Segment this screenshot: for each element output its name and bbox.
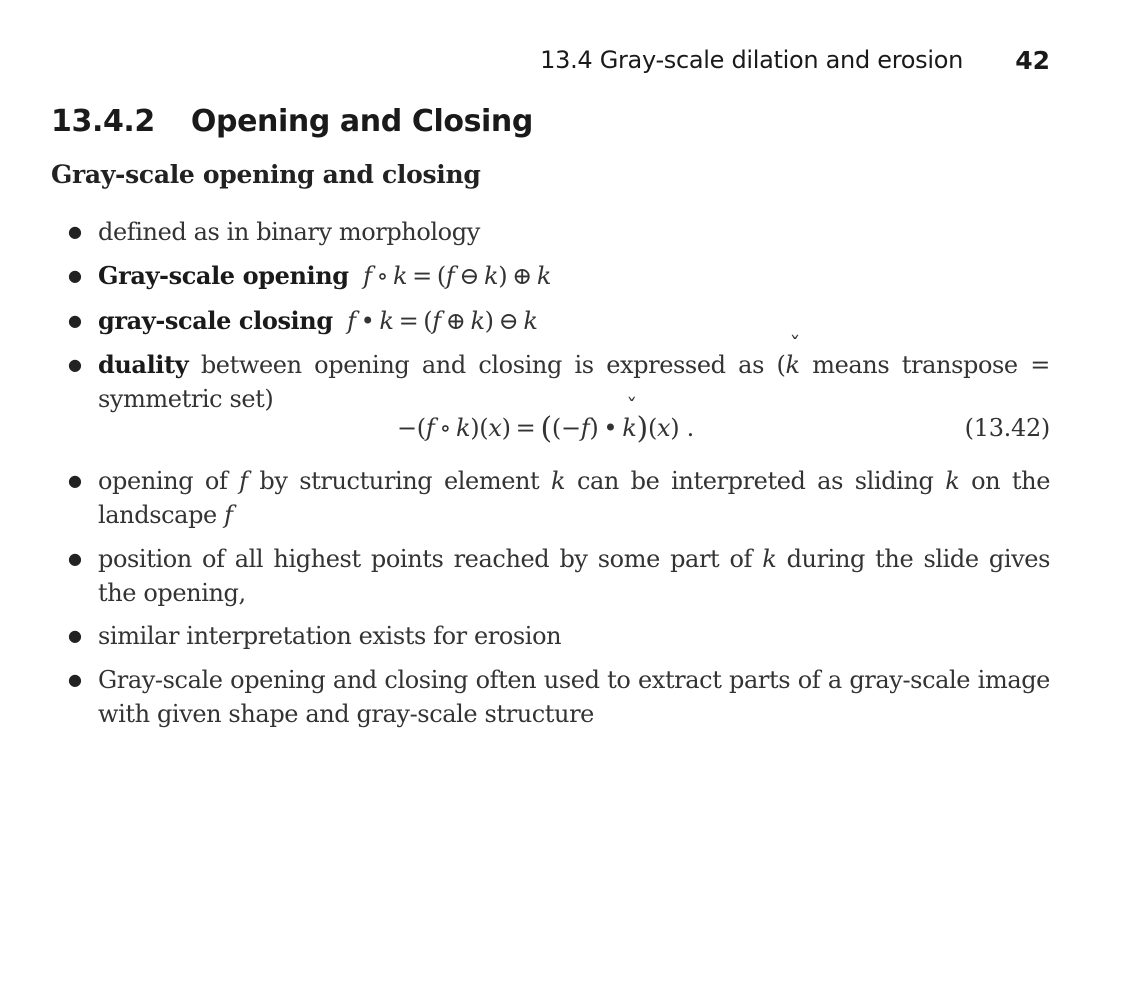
item-text: position of all highest points reached by some part of xyxy=(98,545,753,573)
item-text: landscape xyxy=(98,501,217,529)
bullet-icon: ● xyxy=(68,355,82,374)
item-text: by structuring element xyxy=(259,467,540,495)
term-closing: gray-scale closing xyxy=(98,306,333,335)
item-text: on the xyxy=(971,467,1051,495)
section-heading xyxy=(51,104,533,139)
math-f: f xyxy=(239,467,248,495)
running-header-section-title: 13.4 Gray-scale dilation and erosion xyxy=(540,46,963,74)
bullet-icon: ● xyxy=(68,266,82,285)
math-k: k xyxy=(762,545,777,573)
k-transpose-symbol: ˇ k xyxy=(786,348,800,382)
math-f: f xyxy=(224,501,233,529)
list-item-duality xyxy=(68,348,1050,416)
list-item-defined xyxy=(68,215,1050,249)
list-item-extract-parts xyxy=(68,663,1050,731)
duality-text-2: means transpose = xyxy=(812,351,1050,379)
term-duality: duality xyxy=(98,350,189,379)
running-header xyxy=(0,46,1125,82)
subheading: Gray-scale opening and closing xyxy=(51,160,481,189)
item-text: similar interpretation exists for erosion xyxy=(98,622,562,650)
list-item-closing-definition xyxy=(68,304,1050,338)
list-item-erosion-interpretation xyxy=(68,619,1050,653)
list-item-opening-definition xyxy=(68,259,1050,293)
bullet-icon: ● xyxy=(68,311,82,330)
math-k: k xyxy=(945,467,960,495)
display-equation xyxy=(98,411,1050,450)
duality-text-1: between opening and closing is expressed as ( xyxy=(200,351,786,379)
term-opening: Gray-scale opening xyxy=(98,261,349,290)
bullet-icon: ● xyxy=(68,222,82,241)
list-item-opening-interpretation xyxy=(68,464,1051,532)
duality-text-3: symmetric set) xyxy=(98,385,274,413)
section-number: 13.4.2 xyxy=(51,104,155,139)
item-text: Gray-scale opening and closing often used to extract parts of a gray-scale image with given shape and gray-scale structure xyxy=(98,666,1050,728)
opening-formula: f ∘ k = (f ⊖ k) ⊕ k xyxy=(363,262,552,290)
item-text: during the slide gives the opening, xyxy=(98,545,1051,607)
page-number: 42 xyxy=(1015,46,1050,75)
bullet-icon: ● xyxy=(68,626,82,645)
section-title: Opening and Closing xyxy=(190,104,533,139)
bullet-icon: ● xyxy=(68,670,82,689)
equation-number: (13.42) xyxy=(964,414,1050,442)
math-k: k xyxy=(551,467,566,495)
item-text: opening of xyxy=(98,467,228,495)
bullet-icon: ● xyxy=(68,549,82,568)
equation-body: −(f ∘ k)(x) = ((−f) •ˇ k)(x) . xyxy=(397,414,694,442)
item-text: defined as in binary morphology xyxy=(98,218,480,246)
item-text: can be interpreted as sliding xyxy=(576,467,934,495)
bullet-icon: ● xyxy=(68,471,82,490)
closing-formula: f • k = (f ⊕ k) ⊖ k xyxy=(347,307,538,335)
list-item-highest-points xyxy=(68,542,1051,610)
